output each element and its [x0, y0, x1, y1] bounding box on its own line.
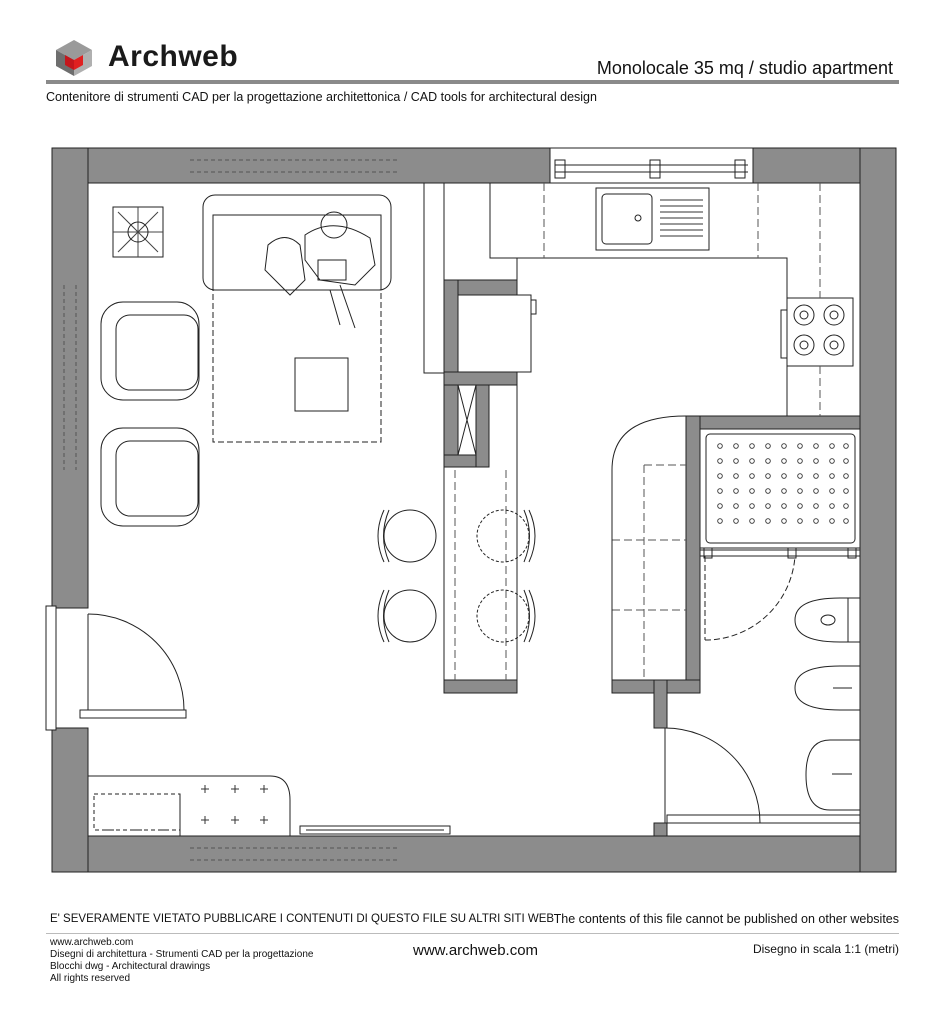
subtitle: Contenitore di strumenti CAD per la progettazione architettonica / CAD tools for architectural design: [46, 90, 597, 104]
notice-english: The contents of this file cannot be published on other websites: [553, 912, 899, 926]
footer-line: Disegni di architettura - Strumenti CAD per la progettazione: [50, 949, 314, 960]
footer-line: All rights reserved: [50, 973, 131, 984]
notice-italian: E' SEVERAMENTE VIETATO PUBBLICARE I CONTENUTI DI QUESTO FILE SU ALTRI SITI WEB: [50, 913, 555, 925]
footer-rule: [46, 933, 899, 934]
drawing-title: Monolocale 35 mq / studio apartment: [596, 58, 893, 78]
brand-name: Archweb: [108, 40, 239, 73]
footer-website[interactable]: www.archweb.com: [413, 942, 539, 959]
scale-note: Disegno in scala 1:1 (metri): [752, 942, 899, 956]
walls: [52, 148, 896, 872]
footer-line: Blocchi dwg - Architectural drawings: [50, 961, 211, 972]
footer-credits: [50, 937, 313, 985]
footer-line: www.archweb.com: [50, 937, 134, 948]
fixtures: [46, 148, 860, 860]
